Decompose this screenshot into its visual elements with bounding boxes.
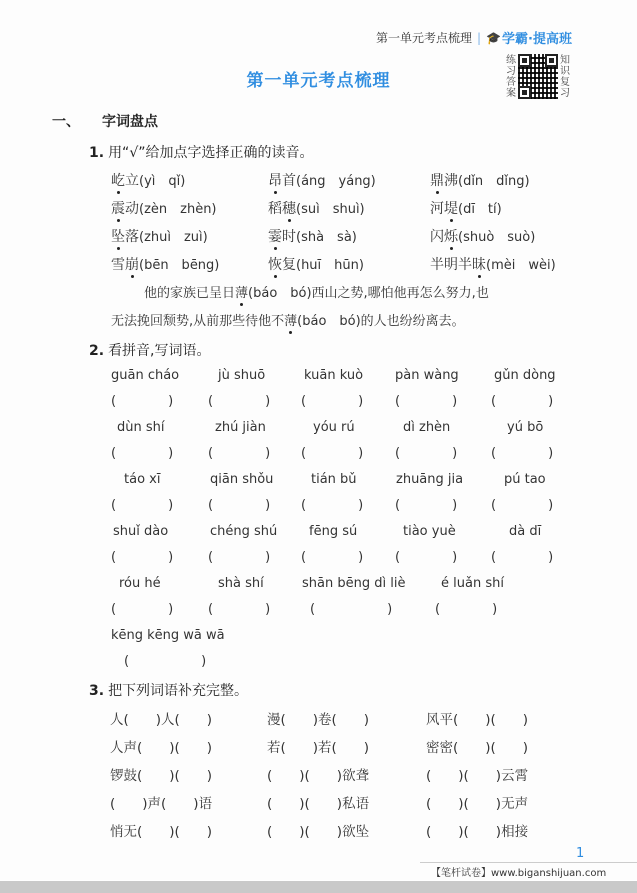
- dotted-char: 薄: [284, 314, 298, 329]
- qr-right-char: 知: [560, 54, 570, 66]
- pinyin: kuān kuò: [304, 368, 364, 383]
- dotted-char: 薄: [235, 286, 249, 301]
- page-title: 第一单元考点梳理: [246, 71, 391, 91]
- char: 闪: [430, 229, 444, 245]
- qr-left-char: 答: [506, 76, 516, 88]
- pinyin-choice-item[interactable]: [268, 170, 376, 190]
- char: 雪: [111, 257, 125, 273]
- pinyin-choice-item[interactable]: [268, 226, 357, 246]
- answer-blank[interactable]: ( ): [208, 602, 271, 617]
- pinyin: dùn shí: [117, 420, 165, 435]
- qr-right-char: 识: [560, 65, 570, 77]
- pinyin: gǔn dòng: [494, 368, 556, 383]
- answer-blank[interactable]: ( ): [491, 394, 554, 409]
- header-divider: |: [477, 30, 482, 45]
- question-2-prompt: [89, 340, 211, 360]
- text: (báo bó)的人也纷纷离去。: [297, 314, 465, 329]
- idiom-blank[interactable]: ( )( )相接: [426, 824, 529, 840]
- pinyin-choice-item[interactable]: [111, 198, 217, 218]
- idiom-blank[interactable]: ( )( )私语: [267, 796, 370, 812]
- page-bottom-edge: [0, 881, 637, 893]
- pinyin-options: (shà sà): [296, 230, 357, 245]
- answer-blank[interactable]: ( ): [395, 446, 458, 461]
- question-3-prompt: [89, 680, 248, 700]
- pinyin-options: (zèn zhèn): [139, 202, 217, 217]
- running-header: [376, 28, 572, 47]
- pinyin: jù shuō: [218, 368, 266, 383]
- qr-left-char: 练: [506, 54, 516, 66]
- char: 河: [430, 201, 444, 217]
- idiom-blank[interactable]: 若( )若( ): [267, 740, 370, 756]
- pinyin-choice-item[interactable]: [111, 170, 185, 190]
- char: 动: [125, 201, 139, 217]
- pinyin: zhú jiàn: [215, 420, 266, 435]
- qr-left-label: [506, 55, 516, 99]
- idiom-blank[interactable]: 风平( )( ): [426, 712, 529, 728]
- answer-blank[interactable]: ( ): [435, 602, 498, 617]
- answer-blank[interactable]: ( ): [208, 550, 271, 565]
- pinyin: táo xī: [124, 472, 161, 487]
- pinyin: fēng sú: [309, 524, 358, 539]
- header-chapter: 第一单元考点梳理: [376, 31, 473, 45]
- pinyin-options: (huī hūn): [296, 258, 364, 273]
- answer-blank[interactable]: ( ): [124, 654, 211, 669]
- idiom-blank[interactable]: ( )( )无声: [426, 796, 529, 812]
- dotted-char: 霎: [268, 229, 282, 245]
- dotted-char: 烁: [444, 229, 458, 245]
- question-text: 看拼音,写词语。: [108, 343, 211, 359]
- pinyin-options: (áng yáng): [296, 174, 376, 189]
- pinyin-choice-item[interactable]: [268, 254, 364, 274]
- dotted-char: 恢: [268, 257, 282, 273]
- qr-left-char: 习: [506, 65, 516, 77]
- qr-left-char: 案: [506, 87, 516, 99]
- qr-finder: [545, 54, 558, 67]
- pinyin: shuǐ dào: [113, 524, 169, 539]
- char: 立: [125, 173, 139, 189]
- qr-right-label: [560, 55, 570, 99]
- pinyin: pú tao: [504, 472, 546, 487]
- pinyin-options: (mèi wèi): [486, 258, 556, 273]
- idiom-blank[interactable]: 悄无( )( ): [110, 824, 213, 840]
- char: 复: [282, 257, 296, 273]
- pinyin-choice-item[interactable]: [268, 198, 365, 218]
- pinyin-choice-item[interactable]: [111, 226, 208, 246]
- qr-code-icon[interactable]: [518, 54, 558, 99]
- dotted-char: 穗: [282, 201, 296, 217]
- question-text: 把下列词语补充完整。: [108, 683, 249, 699]
- pinyin-options: (dǐn dǐng): [458, 174, 530, 189]
- answer-blank[interactable]: ( ): [111, 446, 174, 461]
- answer-blank[interactable]: ( ): [111, 498, 174, 513]
- header-brand: 学霸·提高班: [502, 32, 572, 47]
- dotted-char: 坠: [111, 229, 125, 245]
- graduation-cap-icon: 🎓: [486, 30, 502, 45]
- pinyin: yú bō: [507, 420, 544, 435]
- answer-blank[interactable]: ( ): [395, 394, 458, 409]
- question-text: 用“√”给加点字选择正确的读音。: [108, 145, 314, 161]
- text: 无法挽回颓势,从前那些待他不: [111, 314, 285, 329]
- dotted-char: 昂: [268, 173, 282, 189]
- pinyin: tiào yuè: [403, 524, 456, 539]
- pinyin-options: (bēn bēng): [139, 258, 220, 273]
- pinyin-options: (yì qǐ): [139, 174, 186, 189]
- pinyin: é luǎn shí: [441, 576, 504, 591]
- section-heading: [52, 111, 158, 131]
- dotted-char: 昧: [472, 257, 486, 273]
- idiom-blank[interactable]: 密密( )( ): [426, 740, 529, 756]
- answer-blank[interactable]: ( ): [491, 446, 554, 461]
- pinyin-options: (suì shuì): [296, 202, 365, 217]
- question-number: 1.: [89, 145, 105, 161]
- pinyin-choice-item[interactable]: [430, 198, 502, 218]
- pinyin: tián bǔ: [311, 472, 357, 487]
- question-number: 3.: [89, 683, 105, 699]
- char: 首: [282, 173, 296, 189]
- pinyin-options: (shuò suò): [458, 230, 536, 245]
- idiom-blank[interactable]: 人( )人( ): [110, 712, 213, 728]
- qr-code-block: [506, 54, 570, 99]
- answer-blank[interactable]: ( ): [301, 394, 364, 409]
- pinyin: dà dī: [509, 524, 542, 539]
- char: 稻: [268, 201, 282, 217]
- footer-watermark: 【笔杆试卷】www.biganshijuan.com: [431, 868, 607, 879]
- section-number: 一、: [52, 114, 80, 130]
- text: (báo bó)西山之势,哪怕他再怎么努力,也: [248, 286, 489, 301]
- answer-blank[interactable]: ( ): [491, 498, 554, 513]
- pinyin: zhuāng jia: [396, 472, 464, 487]
- pinyin-choice-item[interactable]: [430, 254, 556, 274]
- pinyin: shà shí: [218, 576, 264, 591]
- section-label: 字词盘点: [102, 114, 158, 130]
- paragraph-line-1[interactable]: [144, 282, 489, 301]
- pinyin-choice-item[interactable]: [111, 254, 219, 274]
- pinyin-choice-item[interactable]: [430, 226, 535, 246]
- page-number: 1: [576, 846, 585, 861]
- qr-finder: [518, 54, 531, 67]
- pinyin: yóu rú: [313, 420, 355, 435]
- dotted-char: 堤: [444, 201, 458, 217]
- pinyin-choice-item[interactable]: [430, 170, 530, 190]
- qr-finder: [518, 86, 531, 99]
- question-number: 2.: [89, 343, 105, 359]
- answer-blank[interactable]: ( ): [395, 498, 458, 513]
- idiom-blank[interactable]: 漫( )卷( ): [267, 712, 370, 728]
- char: 沸: [444, 173, 458, 189]
- answer-blank[interactable]: ( ): [208, 394, 271, 409]
- answer-blank[interactable]: ( ): [310, 602, 397, 617]
- dotted-char: 屹: [111, 173, 125, 189]
- idiom-blank[interactable]: 人声( )( ): [110, 740, 213, 756]
- idiom-blank[interactable]: ( )声( )语: [110, 796, 213, 812]
- qr-right-char: 习: [560, 87, 570, 99]
- idiom-blank[interactable]: ( )( )欲聋: [267, 768, 370, 784]
- idiom-blank[interactable]: 锣鼓( )( ): [110, 768, 213, 784]
- dotted-char: 震: [111, 201, 125, 217]
- char: 落: [125, 229, 139, 245]
- answer-blank[interactable]: ( ): [111, 602, 174, 617]
- question-1-prompt: [89, 142, 314, 162]
- pinyin: qiān shǒu: [210, 472, 274, 487]
- answer-blank[interactable]: ( ): [111, 394, 174, 409]
- idiom-blank[interactable]: ( )( )欲坠: [267, 824, 370, 840]
- answer-blank[interactable]: ( ): [395, 550, 458, 565]
- paragraph-line-2[interactable]: [111, 310, 465, 329]
- answer-blank[interactable]: ( ): [301, 498, 364, 513]
- pinyin: guān cháo: [111, 368, 180, 383]
- char: 半明半: [430, 257, 472, 273]
- footer-divider: [420, 862, 637, 863]
- pinyin-options: (zhuì zuì): [139, 230, 208, 245]
- pinyin-options: (dī tí): [458, 202, 502, 217]
- answer-blank[interactable]: ( ): [491, 550, 554, 565]
- answer-blank[interactable]: ( ): [208, 446, 271, 461]
- dotted-char: 鼎: [430, 173, 444, 189]
- pinyin: shān bēng dì liè: [302, 576, 406, 591]
- idiom-blank[interactable]: ( )( )云霄: [426, 768, 529, 784]
- char: 时: [282, 229, 296, 245]
- dotted-char: 崩: [125, 257, 139, 273]
- pinyin: pàn wàng: [395, 368, 459, 383]
- pinyin: chéng shú: [210, 524, 278, 539]
- text: 他的家族已呈日: [144, 286, 236, 301]
- pinyin: dì zhèn: [403, 420, 451, 435]
- answer-blank[interactable]: ( ): [111, 550, 174, 565]
- answer-blank[interactable]: ( ): [301, 550, 364, 565]
- pinyin: róu hé: [119, 576, 161, 591]
- answer-blank[interactable]: ( ): [301, 446, 364, 461]
- qr-right-char: 复: [560, 76, 570, 88]
- answer-blank[interactable]: ( ): [208, 498, 271, 513]
- pinyin: kēng kēng wā wā: [111, 628, 225, 643]
